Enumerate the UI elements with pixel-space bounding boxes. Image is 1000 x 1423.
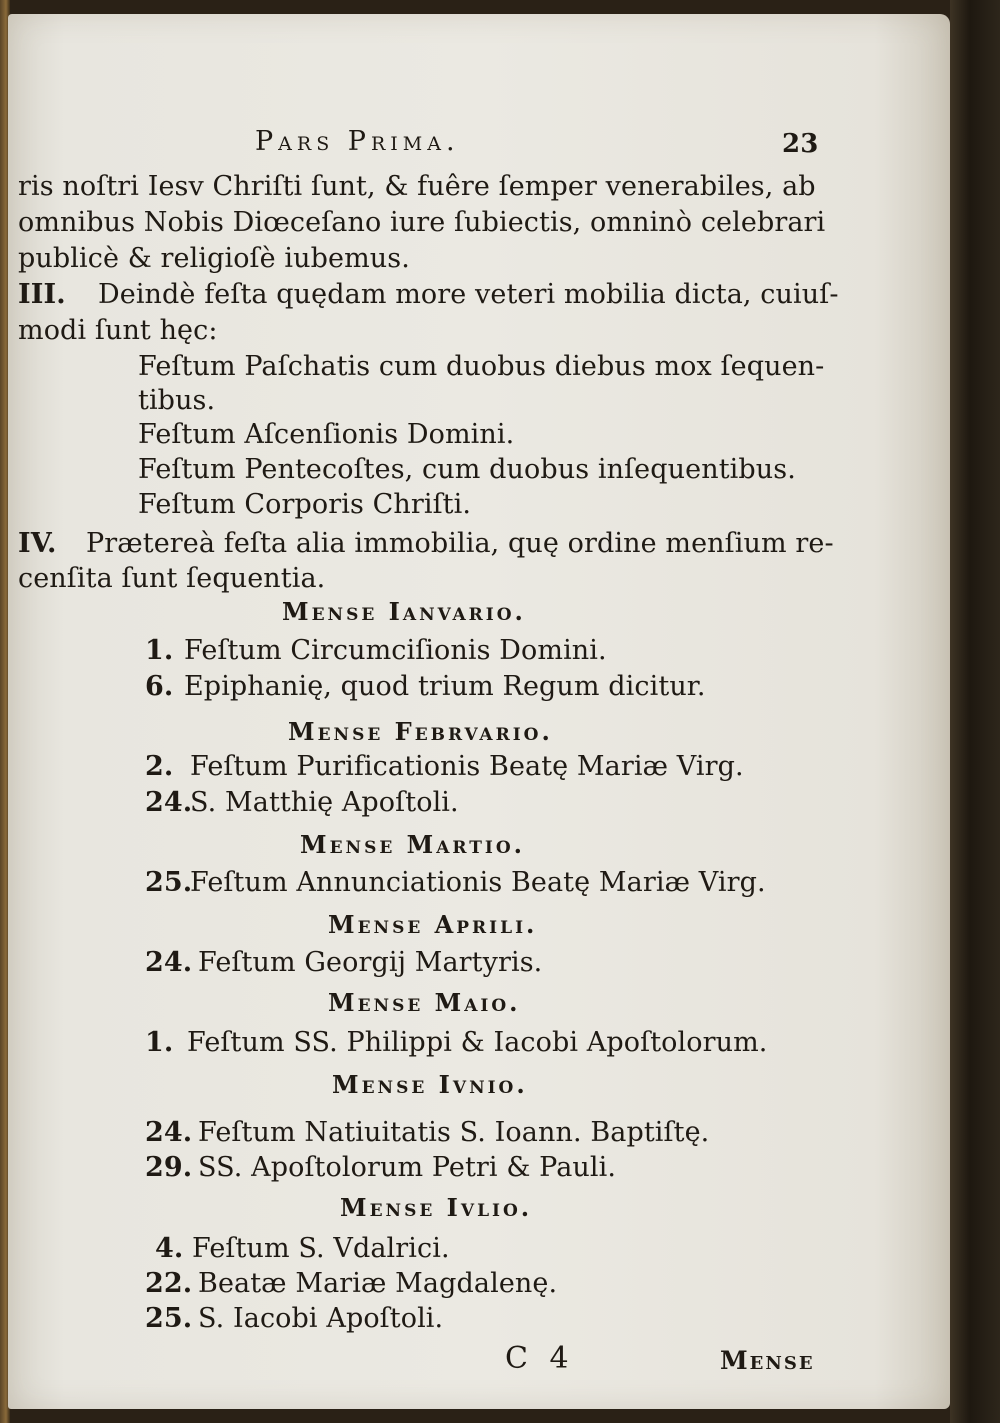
body-line: Prætereà feſta alia immobilia, quę ordine menſium re- <box>86 528 834 559</box>
catchword: Mense <box>720 1346 815 1375</box>
feast-name: Epiphanię, quod trium Regum dicitur. <box>184 671 706 702</box>
body-line: ris noſtri Iesv Chriſti ſunt, & fuêre ſemper venerabiles, ab <box>18 171 816 202</box>
section-number: IV. <box>18 528 57 559</box>
feast-day: 25. <box>145 1303 193 1334</box>
feast-name: SS. Apoſtolorum Petri & Pauli. <box>198 1152 617 1183</box>
month-heading: Mense Martio. <box>300 830 526 859</box>
feast-day: 2. <box>145 751 174 782</box>
feast-line: tibus. <box>138 385 216 416</box>
feast-line: Feſtum Pentecoſtes, cum duobus inſequentibus. <box>138 454 796 485</box>
feast-day: 4. <box>155 1233 184 1264</box>
month-heading: Mense Ianvario. <box>282 597 526 626</box>
feast-name: Feſtum Annunciationis Beatę Mariæ Virg. <box>190 867 766 898</box>
feast-line: Feſtum Paſchatis cum duobus diebus mox ſequen- <box>138 351 825 382</box>
feast-name: S. Matthię Apoſtoli. <box>190 787 459 818</box>
feast-day: 29. <box>145 1152 193 1183</box>
signature-mark: C 4 <box>505 1341 575 1376</box>
feast-line: Feſtum Aſcenſionis Domini. <box>138 419 515 450</box>
feast-name: Feſtum Georgij Martyris. <box>198 947 543 978</box>
feast-name: Feſtum SS. Philippi & Iacobi Apoſtolorum. <box>187 1027 768 1058</box>
section-number: III. <box>18 279 66 310</box>
page-edge-shadow <box>950 0 1000 1423</box>
feast-day: 24. <box>145 947 193 978</box>
feast-name: S. Iacobi Apoſtoli. <box>198 1303 444 1334</box>
running-head: Pars Prima. <box>255 126 460 157</box>
month-heading: Mense Ivnio. <box>332 1070 528 1099</box>
feast-name: Feſtum Circumciſionis Domini. <box>184 635 607 666</box>
body-line: Deindè feſta quędam more veteri mobilia dicta, cuiuſ- <box>98 279 839 310</box>
feast-day: 24. <box>145 1117 193 1148</box>
page-number: 23 <box>782 129 819 159</box>
feast-day: 25. <box>145 867 193 898</box>
feast-day: 24. <box>145 787 193 818</box>
body-line: modi ſunt hęc: <box>18 315 218 346</box>
month-heading: Mense Ivlio. <box>340 1193 533 1222</box>
feast-name: Feſtum S. Vdalrici. <box>192 1233 450 1264</box>
feast-line: Feſtum Corporis Chriſti. <box>138 489 472 520</box>
feast-day: 1. <box>145 635 174 666</box>
body-line: publicè & religioſè iubemus. <box>18 243 410 274</box>
feast-day: 22. <box>145 1268 193 1299</box>
month-heading: Mense Aprili. <box>328 910 538 939</box>
month-heading: Mense Febrvario. <box>288 717 553 746</box>
feast-day: 1. <box>145 1027 174 1058</box>
body-line: cenſita ſunt ſequentia. <box>18 563 326 594</box>
body-line: omnibus Nobis Diœceſano iure ſubiectis, omninò celebrari <box>18 207 826 238</box>
month-heading: Mense Maio. <box>328 988 521 1017</box>
feast-name: Beatæ Mariæ Magdalenę. <box>198 1268 558 1299</box>
feast-name: Feſtum Natiuitatis S. Ioann. Baptiſtę. <box>198 1117 710 1148</box>
feast-name: Feſtum Purificationis Beatę Mariæ Virg. <box>190 751 744 782</box>
feast-day: 6. <box>145 671 174 702</box>
